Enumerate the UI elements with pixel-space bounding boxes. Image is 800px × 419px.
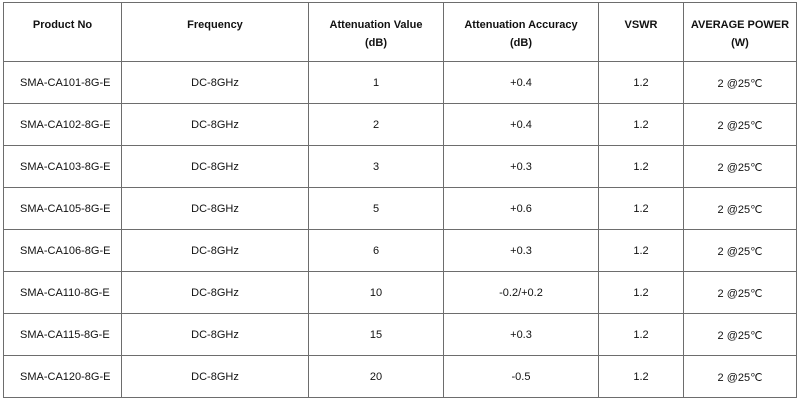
vswr-cell: 1.2 [599,104,684,146]
table-row [4,272,797,314]
header-product-no: Product No [4,3,122,62]
average-power-cell: 2 @25℃ [684,356,797,398]
vswr-cell: 1.2 [599,356,684,398]
frequency-cell: DC-8GHz [122,230,309,272]
attenuation-accuracy-cell: +0.4 [444,62,599,104]
frequency-cell: DC-8GHz [122,62,309,104]
product-no-cell: SMA-CA103-8G-E [4,146,122,188]
vswr-cell: 1.2 [599,62,684,104]
attenuation-accuracy-cell: -0.5 [444,356,599,398]
vswr-cell: 1.2 [599,146,684,188]
header-row [4,3,797,62]
frequency-cell: DC-8GHz [122,356,309,398]
frequency-cell: DC-8GHz [122,188,309,230]
frequency-cell: DC-8GHz [122,314,309,356]
average-power-cell: 2 @25℃ [684,272,797,314]
attenuation-accuracy-cell: +0.3 [444,146,599,188]
attenuation-value-cell: 2 [309,104,444,146]
table-row [4,356,797,398]
attenuation-value-cell: 1 [309,62,444,104]
table-row [4,188,797,230]
average-power-cell: 2 @25℃ [684,62,797,104]
product-no-cell: SMA-CA101-8G-E [4,62,122,104]
attenuation-accuracy-cell: +0.4 [444,104,599,146]
product-no-cell: SMA-CA110-8G-E [4,272,122,314]
attenuation-value-cell: 3 [309,146,444,188]
product-no-cell: SMA-CA120-8G-E [4,356,122,398]
product-no-cell: SMA-CA115-8G-E [4,314,122,356]
attenuation-value-cell: 6 [309,230,444,272]
product-spec-table [3,2,797,398]
attenuation-accuracy-cell: +0.3 [444,230,599,272]
header-vswr: VSWR [599,3,684,62]
attenuation-value-cell: 20 [309,356,444,398]
average-power-cell: 2 @25℃ [684,146,797,188]
product-no-cell: SMA-CA105-8G-E [4,188,122,230]
table-row [4,146,797,188]
attenuation-value-cell: 15 [309,314,444,356]
vswr-cell: 1.2 [599,188,684,230]
vswr-cell: 1.2 [599,314,684,356]
attenuation-accuracy-cell: +0.6 [444,188,599,230]
average-power-cell: 2 @25℃ [684,188,797,230]
frequency-cell: DC-8GHz [122,272,309,314]
product-no-cell: SMA-CA106-8G-E [4,230,122,272]
frequency-cell: DC-8GHz [122,146,309,188]
header-average-power: AVERAGE POWER (W) [684,3,797,62]
average-power-cell: 2 @25℃ [684,314,797,356]
table-row [4,62,797,104]
vswr-cell: 1.2 [599,272,684,314]
average-power-cell: 2 @25℃ [684,104,797,146]
table-row [4,314,797,356]
frequency-cell: DC-8GHz [122,104,309,146]
vswr-cell: 1.2 [599,230,684,272]
attenuation-value-cell: 5 [309,188,444,230]
table-row [4,104,797,146]
attenuation-accuracy-cell: +0.3 [444,314,599,356]
product-no-cell: SMA-CA102-8G-E [4,104,122,146]
header-attenuation-accuracy: Attenuation Accuracy (dB) [444,3,599,62]
average-power-cell: 2 @25℃ [684,230,797,272]
attenuation-accuracy-cell: -0.2/+0.2 [444,272,599,314]
attenuation-value-cell: 10 [309,272,444,314]
header-frequency: Frequency [122,3,309,62]
header-attenuation-value: Attenuation Value (dB) [309,3,444,62]
table-row [4,230,797,272]
